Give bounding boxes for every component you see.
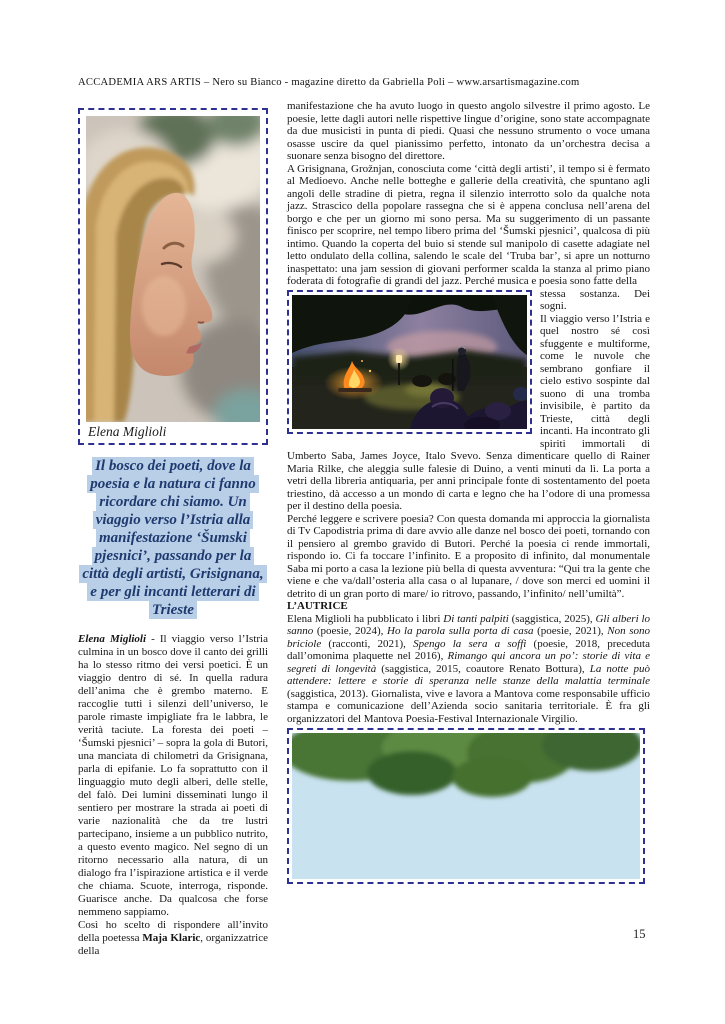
standfirst [78,457,268,619]
masthead: ACCADEMIA ARS ARTIS – Nero su Bianco - magazine diretto da Gabriella Poli – www.arsartismagazine.com [78,77,580,88]
portrait-caption: Elena Miglioli [88,424,167,439]
right-paragraph-3: Il viaggio verso l’Istria e quel nostro sé così sfuggente e multiforme, come le nuvole che sembrano gonfiare il cielo estivo sospinte dal suono di una tromba invisibile, è partito da Trieste, città degli incanti. Ha incontrato gli spiriti immortali di Umberto Saba, James Joyce, Italo Svevo. Senza dimenticare quello di Rainer Maria Rilke, che aleggia sulle falesie di Duino, a venti minuti da lì. La porta a vetri della libreria antiquaria, per anni principale fonte di sostentamento del poeta triestino, dà accesso a un mondo di carta e legno che ha l’odore di una promessa per il destino della poesia. [287,312,650,512]
portrait-photo-image [86,116,260,422]
right-column [287,100,650,958]
autrice-heading: L’AUTRICE [287,600,348,612]
content-columns [78,100,650,958]
right-paragraph-4: Perché leggere e scrivere poesia? Con questa domanda mi approccia la giornalista di Tv Capodistria prima di dare avvio alle danze nel bosco dei poeti, tornando con il pensiero al grembo gravido di Butori. Perché la poesia ci rende immortali, rispondo io. Ci fa toccare l’infinito. E a proposito di infinito, dal monumentale Saba mi porto a casa la lezione più bella di questa avventura: “Qui tra la gente che viene e che va/dall’osteria alla casa o al lupanare, / dove son merci ed uomini il detrito di un gran porto di mare/ io ritrovo, passando, l’infinito/ nell’umiltà”. [287,512,650,600]
interview-photo-image [292,733,640,879]
campfire-photo [287,290,532,434]
page-number: 15 [633,927,646,941]
left-paragraph-2: Così ho scelto di rispondere all’invito della poetessa Maja Klaric, organizzatrice della [78,919,268,957]
portrait-photo [78,108,268,445]
author-bio-paragraph: Elena Miglioli ha pubblicato i libri Di tanti palpiti (saggistica, 2025), Gli alberi lo sanno (poesie, 2024), Ho la parola sulla porta di casa (poesie, 2021), Non sono briciole (racconti, 2021), Spengo la sera a soffi (poesie, 2018, preceduta dall’omonima plaquette nel 2016), Rimango qui ancora un po’: storie di vita e segreti di longevità (saggistica, 2015, coautore Renato Bottura), La notte può attendere: lettere e storie di speranza nelle stanze della malattia terminale (saggistica, 2013). Giornalista, vive e lavora a Mantova come responsabile ufficio stampa e comunicazione dell’Azienda socio sanitaria territoriale. È fra gli organizzatori del Mantova Poesia-Festival Internazionale Virgilio. [287,612,651,725]
campfire-photo-image [292,295,527,429]
left-paragraph-1: Elena Miglioli - Il viaggio verso l’Istria culmina in un bosco dove il canto dei grilli ha lo stesso ritmo dei versi poetici. È un viaggio dentro di sé. In quella radura dell’anima che è grembo materno. E raccoglie tutti i silenzi dell’universo, le parole rimaste impigliate fra le labbra, le verità taciute. La foresta dei poeti – ‘Šumski pjesnici’ – sopra la gola di Butori, una manciata di chilometri da Grisignana, parla di epifanie. Lo fa soprattutto con il linguaggio muto degli alberi, delle stelle, del falò. Dei lumini disseminati lungo il sentiero per mostrare la strada ai poeti di varie nazionalità che da tre lustri partecipano, insieme a un pubblico nutrito, a questo evento magico. Nel segno di un ritorno necessario alla natura, di un dialogo fra l’ispirazione artistica e il verde che chiama. Scuote, interroga, risponde. Guarisce anche. Da qualcosa che forse nemmeno sappiamo. [78,633,268,918]
right-paragraph-1: manifestazione che ha avuto luogo in questo angolo silvestre il primo agosto. Le poesie, lette dagli autori nelle rispettive lingue d’origine, sono state accompagnate da due musicisti in punta di piedi. Quasi che nessuno strumento o voce umana osasse uscire da quel pianissimo perfetto, intonato da un’orchestra decisa a suonare senza bisogno del direttore. [287,100,650,162]
left-column [78,100,268,958]
right-paragraph-2a: A Grisignana, Grožnjan, conosciuta come ‘città degli artisti’, il tempo si è fermato al Medioevo. Anche nelle botteghe e gallerie della creatività, che spuntano agli angoli delle stradine di pietra, regna il silenzio interrotto solo da qualche nota jazz. Strascico della popolare rassegna che si è appena conclusa nell’arena del borgo e che per un giorno mi sono persa. Ma su suggerimento di un passante finisco per scoprire, nel tempo libero prima del ‘Šumski pjesnici’, qualcosa di più intimo. Quando la coperta del buio si stende sul manipolo di casette adagiate nel letto ondulato della collina, salendo le scale del ‘Truba bar’, si apre un notturno inaspettato: una jam session di giovani performer scalda la stanza al primo piano foderata di fotografie di grandi del jazz. Perché musica e poesia sono fatte della [287,162,650,287]
right-paragraph-2b: stessa sostanza. Dei sogni. [540,287,650,312]
interview-photo [287,728,645,884]
standfirst-text: Il bosco dei poeti, dove la poesia e la natura ci fanno ricordare chi siamo. Un viaggio verso l’Istria alla manifestazione ‘Šumski pjesnici’, passando per la città degli artisti, Grisignana, e per gli incanti letterari di Trieste [79,457,266,619]
